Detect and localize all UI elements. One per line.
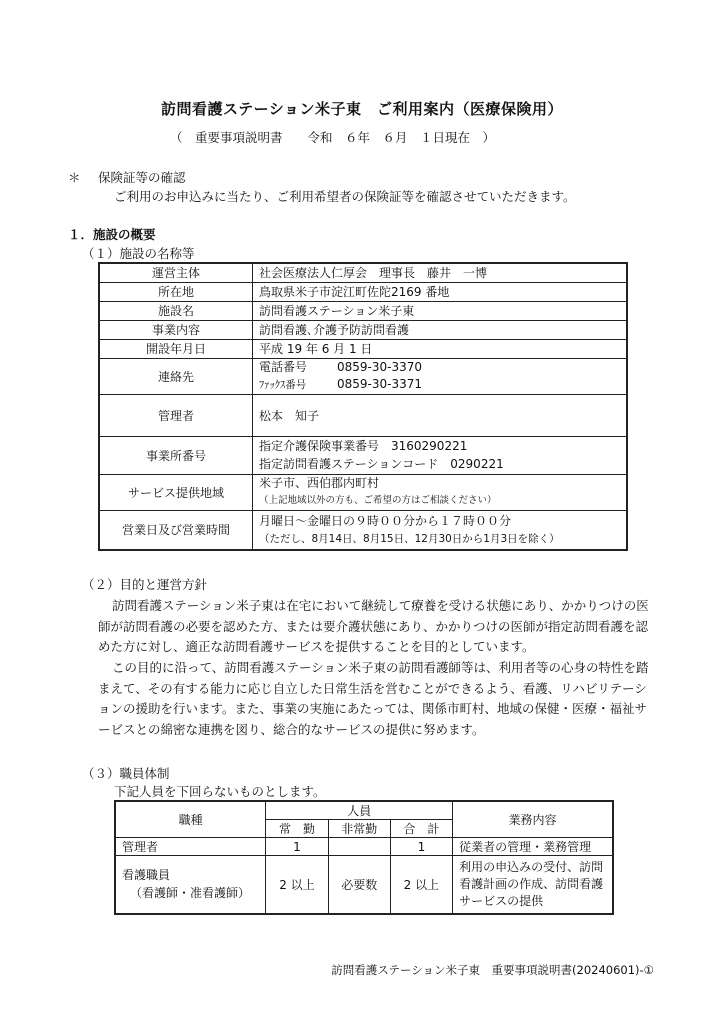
part-cell xyxy=(328,838,390,856)
table-row xyxy=(99,436,627,474)
insurance-marker: ＊ xyxy=(68,170,81,185)
col-header-part: 非常勤 xyxy=(328,820,390,838)
table-row xyxy=(99,394,627,436)
role-sub: （看護師・准看護師） xyxy=(130,886,251,901)
service-area-label: サービス提供地域 xyxy=(99,474,253,510)
section2-paragraph2: この目的に沿って、訪問看護ステーション米子東の訪問看護師等は、利用者等の心身の特性を踏まえて、その有する能力に応じ自立した日常生活を営むことができるよう、看護、リハビリテーションの援助を行います。また、事業の実施にあたっては、関係市町村、地域の保健・医療・福祉サービスとの綿密な連携を図り、総合的なサービスの提供に努めます。 xyxy=(98,660,649,737)
table-row xyxy=(99,474,627,510)
row-label: 運営主体 xyxy=(99,263,253,282)
section1-heading: １．施設の概要 xyxy=(68,227,156,242)
page-footer: 訪問看護ステーション米子東 重要事項説明書(20240601)-① xyxy=(331,963,654,977)
table-row xyxy=(115,856,613,914)
table-row xyxy=(99,263,627,282)
insurance-heading: 保険証等の確認 xyxy=(98,170,186,185)
facility-table xyxy=(98,262,628,551)
table-row xyxy=(99,358,627,394)
row-label: 事業内容 xyxy=(99,320,253,339)
table-row xyxy=(99,510,627,550)
section2-paragraph1: 訪問看護ステーション米子東は在宅において継続して療養を受ける状態にあり、かかりつけの医師が訪問看護の必要を認めた方、または要介護状態にあり、かかりつけの医師が指定訪問看護を認めた方に対し、適正な訪問看護サービスを提供することを目的としています。 xyxy=(98,598,649,654)
full-cell: 2 以上 xyxy=(266,856,328,914)
row-label: 開設年月日 xyxy=(99,339,253,358)
row-label: 施設名 xyxy=(99,301,253,320)
table-header-row xyxy=(115,801,613,820)
role-cell: 管理者 xyxy=(115,838,266,856)
staff-table xyxy=(114,800,614,915)
contact-label: 連絡先 xyxy=(99,358,253,394)
full-cell: 1 xyxy=(266,838,328,856)
service-area-line1: 米子市、西伯郡内町村 xyxy=(259,476,380,490)
part-cell: 必要数 xyxy=(328,856,390,914)
insurance-text: ご利用のお申込みに当たり、ご利用希望者の保険証等を確認させていただきます。 xyxy=(114,189,576,204)
col-header-full: 常 勤 xyxy=(266,820,328,838)
row-value: 平成 19 年 6 月 1 日 xyxy=(253,339,628,358)
fax-label: ﾌｧｯｸｽ番号 xyxy=(259,378,307,391)
table-row xyxy=(99,339,627,358)
col-header-role: 職種 xyxy=(115,801,266,838)
row-value: 社会医療法人仁厚会 理事長 藤井 一博 xyxy=(253,263,628,282)
phone-number: 0859-30-3370 xyxy=(337,359,423,374)
row-value: 訪問看護､介護予防訪問看護 xyxy=(253,320,628,339)
table-row xyxy=(99,320,627,339)
row-value: 訪問看護ステーション米子東 xyxy=(253,301,628,320)
fax-number: 0859-30-3371 xyxy=(337,376,423,391)
phone-label: 電話番号 xyxy=(259,359,308,374)
office-number-value xyxy=(253,436,628,474)
row-value: 鳥取県米子市淀江町佐陀2169 番地 xyxy=(253,282,628,301)
document-title: 訪問看護ステーション米子東 ご利用案内（医療保険用） xyxy=(160,100,564,118)
service-area-line2: （上記地域以外の方も、ご希望の方はご相談ください） xyxy=(259,495,497,506)
table-row xyxy=(99,282,627,301)
section1-subheading: （１）施設の名称等 xyxy=(82,246,195,261)
manager-value: 松本 知子 xyxy=(253,394,628,436)
service-area-value xyxy=(253,474,628,510)
duties-cell: 従業者の管理・業務管理 xyxy=(453,838,613,856)
row-label: 所在地 xyxy=(99,282,253,301)
section2-heading: （２）目的と運営方針 xyxy=(82,577,208,592)
col-header-total: 合 計 xyxy=(390,820,452,838)
hours-value xyxy=(253,510,628,550)
office-number-line2: 指定訪問看護ステーションコード 0290221 xyxy=(259,457,504,471)
manager-label: 管理者 xyxy=(99,394,253,436)
total-cell: 1 xyxy=(390,838,452,856)
table-row xyxy=(115,838,613,856)
office-number-line1: 指定介護保険事業番号 3160290221 xyxy=(259,439,468,453)
contact-value xyxy=(253,358,628,394)
role-name: 看護職員 xyxy=(122,868,171,883)
hours-label: 営業日及び営業時間 xyxy=(99,510,253,550)
role-cell xyxy=(115,856,266,914)
total-cell: 2 以上 xyxy=(390,856,452,914)
hours-line1: 月曜日～金曜日の９時００分から１７時００分 xyxy=(259,513,512,528)
office-number-label: 事業所番号 xyxy=(99,436,253,474)
document-subtitle: （ 重要事項説明書 令和 ６年 ６月 １日現在 ） xyxy=(170,130,496,145)
duties-cell: 利用の申込みの受付、訪問看護計画の作成、訪問看護サービスの提供 xyxy=(453,856,613,914)
section3-heading: （３）職員体制 xyxy=(82,766,170,781)
table-row xyxy=(99,301,627,320)
hours-line2: （ただし、8月14日、8月15日、12月30日から1月3日を除く） xyxy=(259,532,560,545)
col-header-staff: 人員 xyxy=(266,801,453,820)
col-header-duties: 業務内容 xyxy=(453,801,613,838)
section3-intro: 下記人員を下回らないものとします。 xyxy=(114,784,326,799)
